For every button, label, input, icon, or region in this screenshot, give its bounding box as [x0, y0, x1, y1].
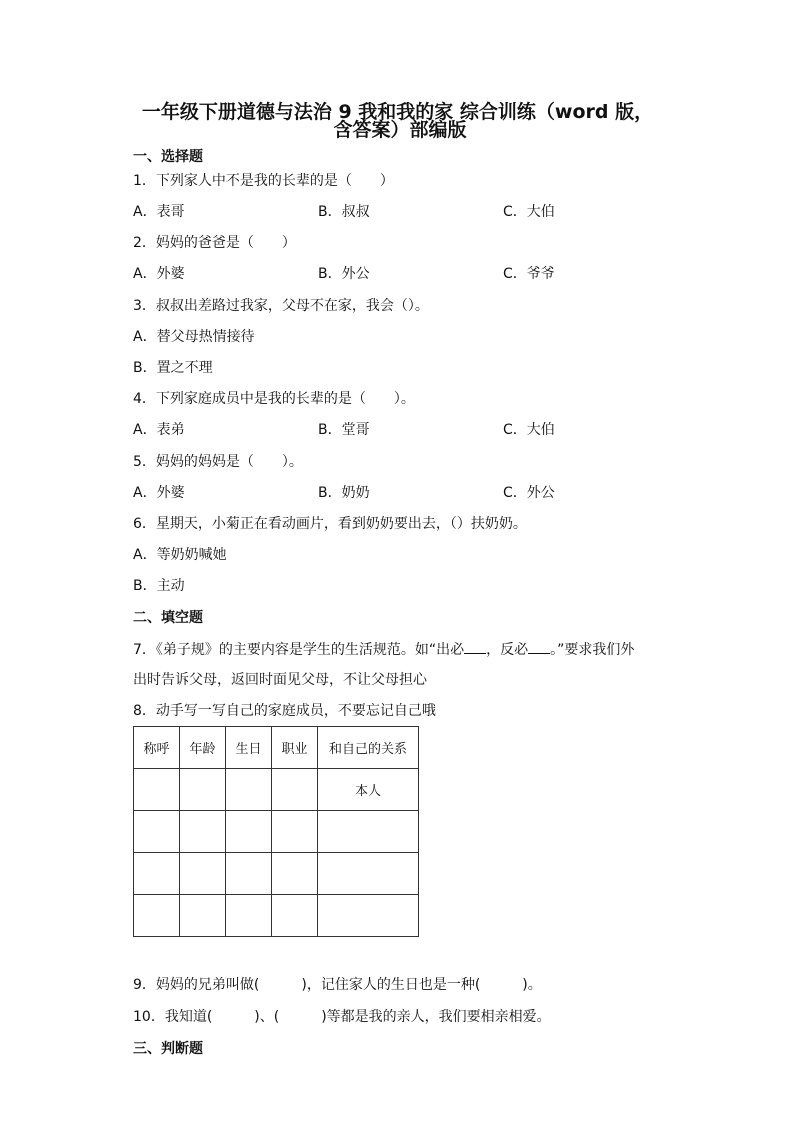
table-cell[interactable] — [226, 853, 272, 895]
table-cell[interactable] — [180, 769, 226, 811]
table-cell[interactable] — [226, 769, 272, 811]
q4-stem: 4．下列家庭成员中是我的长辈的是（ ）。 — [133, 391, 415, 407]
table-row — [134, 769, 419, 811]
q6-stem: 6．星期天，小菊正在看动画片，看到奶奶要出去，（）扶奶奶。 — [133, 516, 527, 532]
table-cell[interactable] — [226, 811, 272, 853]
q9-stem: 9．妈妈的兄弟叫做( )，记住家人的生日也是一种( )。 — [133, 977, 542, 993]
header-cell: 称呼 — [134, 727, 180, 769]
table-cell[interactable] — [272, 769, 318, 811]
q2-stem: 2．妈妈的爸爸是（ ） — [133, 235, 296, 251]
table-cell[interactable] — [226, 895, 272, 937]
table-row — [134, 853, 419, 895]
q8-stem: 8．动手写一写自己的家庭成员，不要忘记自己哦 — [133, 703, 436, 719]
q1-option-c: C．大伯 — [503, 204, 555, 220]
table-cell[interactable] — [318, 811, 419, 853]
table-cell[interactable] — [180, 811, 226, 853]
table-cell[interactable] — [272, 895, 318, 937]
family-table — [133, 726, 419, 937]
table-cell[interactable] — [318, 895, 419, 937]
table-row — [134, 811, 419, 853]
q7-part1: 7．《弟子规》的主要内容是学生的生活规范。如“出必 — [133, 642, 465, 658]
q7-blank-1[interactable] — [464, 640, 486, 654]
q4-option-c: C．大伯 — [503, 422, 555, 438]
q1-option-a: A．表哥 — [133, 204, 185, 220]
table-cell[interactable] — [180, 853, 226, 895]
table-cell[interactable] — [134, 895, 180, 937]
section-fill: 二、填空题 — [133, 610, 203, 626]
header-cell: 职业 — [272, 727, 318, 769]
q7-line1 — [133, 640, 634, 659]
q3-option-a: A．替父母热情接待 — [133, 329, 255, 345]
q6-option-b: B．主动 — [133, 578, 185, 594]
section-choice: 一、选择题 — [133, 149, 203, 165]
q4-option-a: A．表弟 — [133, 422, 185, 438]
table-cell[interactable] — [134, 811, 180, 853]
section-judge: 三、判断题 — [133, 1041, 203, 1057]
header-cell: 年龄 — [180, 727, 226, 769]
q7-blank-2[interactable] — [528, 640, 550, 654]
table-cell[interactable] — [272, 853, 318, 895]
header-cell: 和自己的关系 — [318, 727, 419, 769]
q2-option-a: A．外婆 — [133, 266, 185, 282]
q4-option-b: B．堂哥 — [318, 422, 370, 438]
q2-option-b: B．外公 — [318, 266, 370, 282]
table-cell[interactable] — [134, 769, 180, 811]
header-cell: 生日 — [226, 727, 272, 769]
q5-option-b: B．奶奶 — [318, 485, 370, 501]
q3-stem: 3．叔叔出差路过我家，父母不在家，我会（）。 — [133, 298, 429, 314]
table-row — [134, 895, 419, 937]
doc-title-line1: 一年级下册道德与法治 9 我和我的家 综合训练（word 版， — [141, 101, 654, 123]
q1-option-b: B．叔叔 — [318, 204, 370, 220]
table-cell[interactable] — [134, 853, 180, 895]
self-cell: 本人 — [318, 769, 419, 811]
table-cell[interactable] — [180, 895, 226, 937]
q7-line2: 出时告诉父母，返回时面见父母，不让父母担心 — [133, 672, 427, 688]
q5-option-c: C．外公 — [503, 485, 555, 501]
q6-option-a: A．等奶奶喊她 — [133, 547, 227, 563]
q7-part3: 。”要求我们外 — [550, 642, 635, 658]
table-header-row — [134, 727, 419, 769]
doc-title-line2: 含答案）部编版 — [333, 119, 467, 141]
q2-option-c: C．爷爷 — [503, 266, 555, 282]
q7-part2: ，反必 — [486, 642, 529, 658]
q5-stem: 5．妈妈的妈妈是（ ）。 — [133, 454, 303, 470]
q10-stem: 10．我知道( )、( )等都是我的亲人，我们要相亲相爱。 — [133, 1009, 551, 1025]
table-cell[interactable] — [272, 811, 318, 853]
table-cell[interactable] — [318, 853, 419, 895]
q1-stem: 1．下列家人中不是我的长辈的是（ ） — [133, 173, 394, 189]
q3-option-b: B．置之不理 — [133, 360, 213, 376]
q5-option-a: A．外婆 — [133, 485, 185, 501]
